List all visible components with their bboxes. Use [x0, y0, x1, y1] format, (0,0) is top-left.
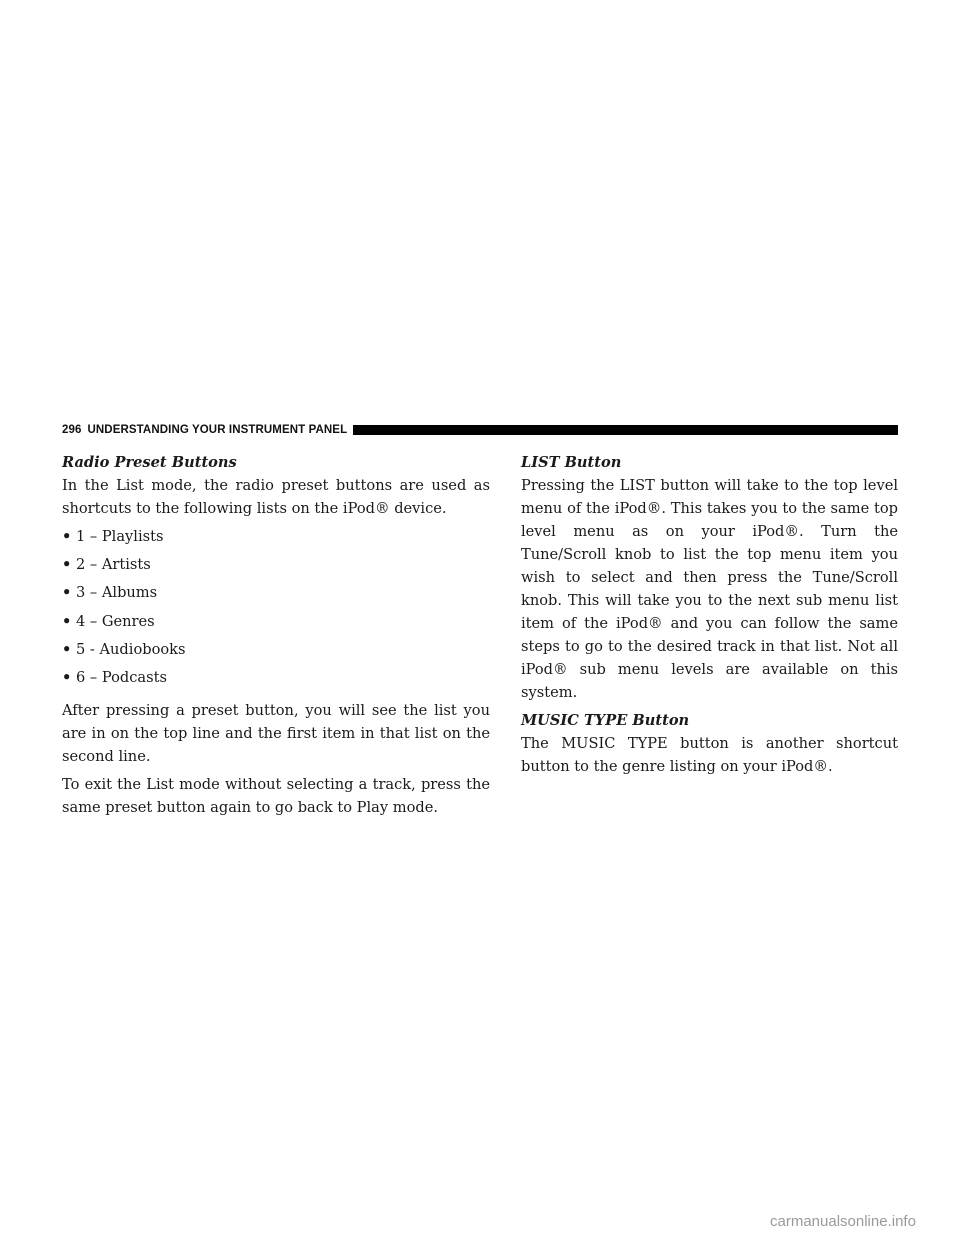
list-item [62, 610, 490, 638]
preset-list [62, 525, 490, 694]
list-button-heading: LIST Button [521, 454, 622, 471]
list-item [62, 553, 490, 581]
list-item [62, 666, 490, 694]
list-item-text: 1 – Playlists [76, 528, 164, 545]
right-column [521, 451, 898, 783]
bullet-icon: • [62, 640, 72, 658]
left-column [62, 451, 490, 824]
page-number: 296 [62, 424, 82, 436]
bullet-icon: • [62, 556, 72, 574]
section-title: UNDERSTANDING YOUR INSTRUMENT PANEL [87, 424, 348, 436]
watermark: carmanualsonline.info [770, 1213, 916, 1230]
list-item [62, 581, 490, 609]
bullet-icon: • [62, 668, 72, 686]
bullet-icon: • [62, 528, 72, 545]
after-pressing-paragraph: After pressing a preset button, you will see the list you are in on the top line and the first item in that list on the second line. [62, 702, 490, 766]
page-header [62, 423, 898, 437]
list-item-text: 6 – Podcasts [76, 668, 167, 686]
list-item-text: 3 – Albums [76, 584, 158, 602]
bullet-icon: • [62, 612, 72, 630]
radio-preset-buttons-heading: Radio Preset Buttons [62, 454, 237, 471]
music-type-paragraph: The MUSIC TYPE button is another shortcut button to the genre listing on your iPod®. [521, 735, 898, 775]
list-item [62, 525, 490, 553]
intro-paragraph: In the List mode, the radio preset buttons are used as shortcuts to the following lists on the iPod® device. [62, 477, 490, 517]
list-item [62, 638, 490, 666]
list-item-text: 4 – Genres [76, 612, 155, 630]
music-type-button-heading: MUSIC TYPE Button [521, 712, 690, 729]
list-button-paragraph: Pressing the LIST button will take to the top level menu of the iPod®. This takes you to the same top level menu as on your iPod®. Turn the Tune/Scroll knob to list the top menu item you wish to select and then press the Tune/Scroll knob. This will take you to the next sub menu list item of the iPod® and you can follow the same steps to go to the desired track in that list. Not all iPod® sub menu levels are available on this system. [521, 477, 898, 701]
list-item-text: 2 – Artists [76, 556, 151, 574]
list-item-text: 5 - Audiobooks [76, 640, 186, 658]
bullet-icon: • [62, 584, 72, 602]
exit-list-mode-paragraph: To exit the List mode without selecting a track, press the same preset button again to go back to Play mode. [62, 776, 490, 817]
header-rule [353, 425, 898, 435]
